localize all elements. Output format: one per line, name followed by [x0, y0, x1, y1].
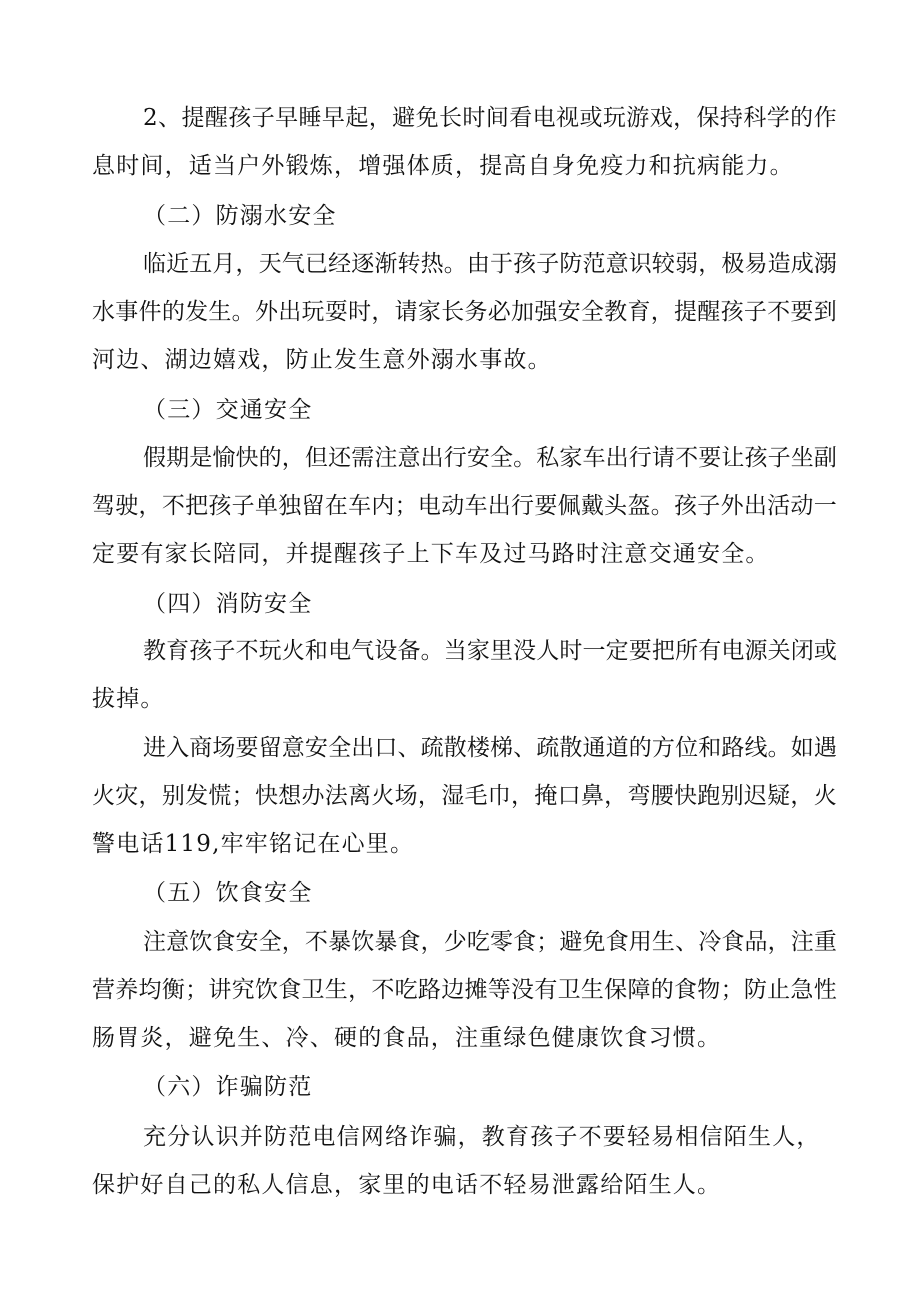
text-line: 充分认识并防范电信网络诈骗，教育孩子不要轻易相信陌生人，	[143, 1124, 821, 1150]
paragraph-traffic	[92, 434, 837, 578]
section-heading-traffic: （三）交通安全	[143, 397, 313, 423]
text-line: 进入商场要留意安全出口、疏散楼梯、疏散通道的方位和路线。如遇	[143, 735, 837, 761]
paragraph-fire-escape	[92, 724, 837, 868]
text-line: 营养均衡；讲究饮食卫生，不吃路边摊等没有卫生保障的食物；防止急性	[92, 977, 837, 1003]
text-line: 保护好自己的私人信息，家里的电话不轻易泄露给陌生人。	[92, 1172, 722, 1198]
paragraph-sleep-schedule	[92, 94, 837, 190]
text-line: 临近五月，天气已经逐渐转热。由于孩子防范意识较弱，极易造成溺	[143, 251, 837, 277]
text-line: 火灾，别发慌；快想办法离火场，湿毛巾，掩口鼻，弯腰快跑别迟疑，火	[92, 783, 837, 809]
section-heading-drowning: （二）防溺水安全	[143, 203, 337, 229]
text-line: 息时间，适当户外锻炼，增强体质，提高自身免疫力和抗病能力。	[92, 153, 794, 179]
text-line: 注意饮食安全，不暴饮暴食，少吃零食；避免食用生、冷食品，注重	[143, 929, 837, 955]
section-heading-fire: （四）消防安全	[143, 591, 313, 617]
text-line: 水事件的发生。外出玩耍时，请家长务必加强安全教育，提醒孩子不要到	[92, 299, 837, 325]
text-line: 河边、湖边嬉戏，防止发生意外溺水事故。	[92, 347, 552, 373]
text-line: 假期是愉快的，但还需注意出行安全。私家车出行请不要让孩子坐副	[143, 445, 837, 471]
paragraph-fraud	[92, 1113, 837, 1209]
text-line: 驾驶，不把孩子单独留在车内；电动车出行要佩戴头盔。孩子外出活动一	[92, 493, 837, 519]
text-line: 2、提醒孩子早睡早起，避免长时间看电视或玩游戏，保持科学的作	[143, 105, 837, 131]
section-heading-fraud: （六）诈骗防范	[143, 1074, 313, 1100]
text-line: 肠胃炎，避免生、冷、硬的食品，注重绿色健康饮食习惯。	[92, 1025, 722, 1051]
paragraph-fire-electric	[92, 627, 837, 723]
text-line: 拔掉。	[92, 686, 165, 712]
text-line: 警电话119,牢牢铭记在心里。	[92, 831, 415, 857]
section-heading-food: （五）饮食安全	[143, 880, 313, 906]
text-line: 教育孩子不玩火和电气设备。当家里没人时一定要把所有电源关闭或	[143, 638, 837, 664]
text-line: 定要有家长陪同，并提醒孩子上下车及过马路时注意交通安全。	[92, 541, 770, 567]
paragraph-drowning	[92, 240, 837, 384]
paragraph-food	[92, 918, 837, 1062]
